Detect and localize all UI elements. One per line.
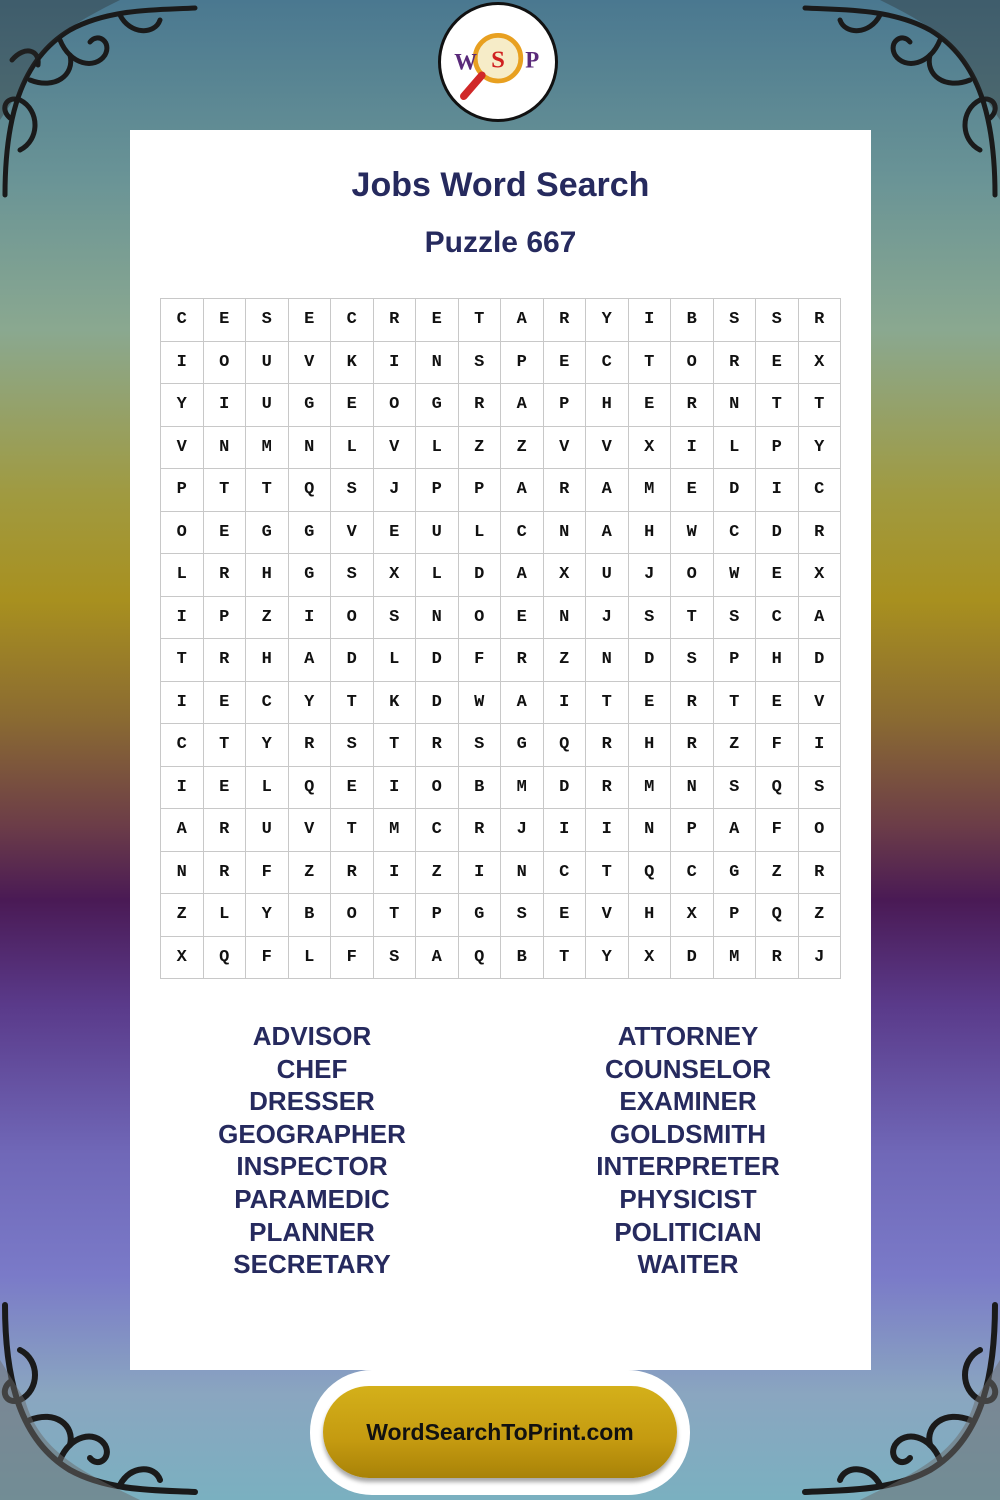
- grid-cell[interactable]: X: [161, 937, 204, 980]
- grid-cell[interactable]: P: [671, 809, 714, 852]
- grid-cell[interactable]: E: [501, 597, 544, 640]
- grid-cell[interactable]: I: [204, 384, 247, 427]
- grid-cell[interactable]: D: [714, 469, 757, 512]
- grid-cell[interactable]: F: [756, 809, 799, 852]
- word-list-item: ATTORNEY: [617, 1021, 759, 1051]
- grid-cell[interactable]: D: [459, 554, 502, 597]
- grid-cell[interactable]: I: [161, 342, 204, 385]
- grid-cell[interactable]: Q: [204, 937, 247, 980]
- grid-cell[interactable]: C: [756, 597, 799, 640]
- grid-cell[interactable]: R: [756, 937, 799, 980]
- grid-cell[interactable]: A: [714, 809, 757, 852]
- grid-cell[interactable]: O: [204, 342, 247, 385]
- grid-cell[interactable]: C: [544, 852, 587, 895]
- grid-cell[interactable]: I: [161, 597, 204, 640]
- grid-cell[interactable]: P: [204, 597, 247, 640]
- grid-cell[interactable]: T: [246, 469, 289, 512]
- grid-cell[interactable]: T: [374, 894, 417, 937]
- grid-cell[interactable]: L: [459, 512, 502, 555]
- grid-cell[interactable]: A: [501, 682, 544, 725]
- grid-cell[interactable]: L: [416, 427, 459, 470]
- grid-cell[interactable]: S: [331, 469, 374, 512]
- grid-cell[interactable]: Q: [629, 852, 672, 895]
- grid-cell[interactable]: R: [799, 299, 842, 342]
- grid-cell[interactable]: X: [629, 427, 672, 470]
- grid-cell[interactable]: C: [501, 512, 544, 555]
- word-list-item: COUNSELOR: [604, 1053, 772, 1084]
- word-list-item: SECRETARY: [233, 1249, 391, 1280]
- grid-cell[interactable]: R: [544, 299, 587, 342]
- grid-cell[interactable]: R: [671, 682, 714, 725]
- grid-cell[interactable]: T: [161, 639, 204, 682]
- grid-cell[interactable]: T: [544, 937, 587, 980]
- grid-cell[interactable]: Y: [289, 682, 332, 725]
- grid-cell[interactable]: A: [501, 384, 544, 427]
- puzzle-sheet: [130, 130, 871, 1370]
- grid-cell[interactable]: D: [756, 512, 799, 555]
- grid-cell[interactable]: B: [671, 299, 714, 342]
- grid-cell[interactable]: Q: [756, 894, 799, 937]
- grid-cell[interactable]: M: [246, 427, 289, 470]
- grid-cell[interactable]: Z: [714, 724, 757, 767]
- grid-cell[interactable]: L: [246, 767, 289, 810]
- grid-cell[interactable]: Q: [289, 767, 332, 810]
- grid-cell[interactable]: R: [204, 639, 247, 682]
- grid-cell[interactable]: R: [459, 384, 502, 427]
- word-list-item: EXAMINER: [619, 1086, 757, 1117]
- grid-cell[interactable]: T: [586, 682, 629, 725]
- grid-cell[interactable]: N: [629, 809, 672, 852]
- grid-cell[interactable]: K: [374, 682, 417, 725]
- grid-cell[interactable]: S: [629, 597, 672, 640]
- grid-cell[interactable]: X: [629, 937, 672, 980]
- grid-cell[interactable]: C: [671, 852, 714, 895]
- grid-cell[interactable]: T: [586, 852, 629, 895]
- grid-cell[interactable]: O: [416, 767, 459, 810]
- grid-cell[interactable]: S: [714, 597, 757, 640]
- grid-cell[interactable]: A: [501, 469, 544, 512]
- grid-cell[interactable]: E: [756, 342, 799, 385]
- grid-cell[interactable]: C: [586, 342, 629, 385]
- grid-cell[interactable]: V: [544, 427, 587, 470]
- grid-cell[interactable]: R: [416, 724, 459, 767]
- word-list-item: DRESSER: [249, 1086, 375, 1117]
- grid-cell[interactable]: T: [799, 384, 842, 427]
- grid-cell[interactable]: O: [374, 384, 417, 427]
- grid-cell[interactable]: G: [459, 894, 502, 937]
- grid-cell[interactable]: P: [459, 469, 502, 512]
- grid-cell[interactable]: B: [289, 894, 332, 937]
- grid-cell[interactable]: J: [374, 469, 417, 512]
- grid-cell[interactable]: I: [289, 597, 332, 640]
- grid-cell[interactable]: C: [331, 299, 374, 342]
- puzzle-number: Puzzle 667: [424, 226, 577, 259]
- grid-cell[interactable]: P: [161, 469, 204, 512]
- word-list-item: INSPECTOR: [236, 1151, 388, 1182]
- grid-cell[interactable]: I: [161, 682, 204, 725]
- grid-cell[interactable]: R: [501, 639, 544, 682]
- grid-cell[interactable]: N: [161, 852, 204, 895]
- word-list-item: POLITICIAN: [614, 1216, 762, 1247]
- grid-cell[interactable]: E: [629, 682, 672, 725]
- grid-cell[interactable]: R: [586, 767, 629, 810]
- word-list-item: INTERPRETER: [596, 1151, 780, 1182]
- grid-cell[interactable]: M: [714, 937, 757, 980]
- grid-cell[interactable]: V: [331, 512, 374, 555]
- grid-cell[interactable]: T: [331, 809, 374, 852]
- grid-cell[interactable]: R: [799, 512, 842, 555]
- grid-cell[interactable]: A: [586, 469, 629, 512]
- grid-cell[interactable]: I: [544, 809, 587, 852]
- grid-cell[interactable]: D: [331, 639, 374, 682]
- grid-cell[interactable]: R: [586, 724, 629, 767]
- grid-cell[interactable]: R: [799, 852, 842, 895]
- grid-cell[interactable]: R: [544, 469, 587, 512]
- grid-cell[interactable]: I: [586, 809, 629, 852]
- word-list-item: PARAMEDIC: [234, 1183, 390, 1214]
- grid-cell[interactable]: J: [799, 937, 842, 980]
- grid-cell[interactable]: N: [714, 384, 757, 427]
- grid-cell[interactable]: L: [416, 554, 459, 597]
- grid-cell[interactable]: I: [544, 682, 587, 725]
- grid-cell[interactable]: N: [586, 639, 629, 682]
- grid-cell[interactable]: B: [501, 937, 544, 980]
- word-list-item: WAITER: [637, 1249, 739, 1280]
- grid-cell[interactable]: E: [204, 512, 247, 555]
- grid-cell[interactable]: N: [544, 597, 587, 640]
- grid-cell[interactable]: G: [289, 384, 332, 427]
- grid-cell[interactable]: T: [459, 299, 502, 342]
- grid-cell[interactable]: S: [459, 724, 502, 767]
- grid-cell[interactable]: J: [501, 809, 544, 852]
- grid-cell[interactable]: B: [459, 767, 502, 810]
- grid-cell[interactable]: A: [501, 554, 544, 597]
- grid-cell[interactable]: Z: [246, 597, 289, 640]
- grid-cell[interactable]: Z: [799, 894, 842, 937]
- grid-cell[interactable]: N: [416, 597, 459, 640]
- grid-cell[interactable]: V: [289, 809, 332, 852]
- grid-cell[interactable]: S: [714, 299, 757, 342]
- grid-cell[interactable]: X: [671, 894, 714, 937]
- grid-cell[interactable]: G: [501, 724, 544, 767]
- grid-cell[interactable]: P: [416, 894, 459, 937]
- grid-cell[interactable]: R: [671, 724, 714, 767]
- grid-cell[interactable]: C: [714, 512, 757, 555]
- grid-cell[interactable]: D: [629, 639, 672, 682]
- grid-cell[interactable]: M: [374, 809, 417, 852]
- grid-cell[interactable]: Y: [161, 384, 204, 427]
- grid-cell[interactable]: L: [714, 427, 757, 470]
- grid-cell[interactable]: V: [161, 427, 204, 470]
- grid-cell[interactable]: O: [331, 597, 374, 640]
- grid-cell[interactable]: H: [629, 894, 672, 937]
- grid-cell[interactable]: D: [799, 639, 842, 682]
- grid-cell[interactable]: M: [501, 767, 544, 810]
- grid-cell[interactable]: V: [289, 342, 332, 385]
- grid-cell[interactable]: F: [756, 724, 799, 767]
- grid-cell[interactable]: E: [629, 384, 672, 427]
- grid-cell[interactable]: N: [671, 767, 714, 810]
- grid-cell[interactable]: H: [629, 512, 672, 555]
- grid-cell[interactable]: S: [374, 597, 417, 640]
- grid-cell[interactable]: A: [799, 597, 842, 640]
- grid-cell[interactable]: I: [799, 724, 842, 767]
- grid-cell[interactable]: W: [671, 512, 714, 555]
- grid-cell[interactable]: E: [756, 682, 799, 725]
- grid-cell[interactable]: I: [374, 767, 417, 810]
- grid-cell[interactable]: I: [374, 852, 417, 895]
- grid-cell[interactable]: N: [544, 512, 587, 555]
- grid-cell[interactable]: W: [459, 682, 502, 725]
- grid-cell[interactable]: U: [416, 512, 459, 555]
- word-list-left: [182, 1020, 442, 1281]
- grid-cell[interactable]: G: [246, 512, 289, 555]
- grid-cell[interactable]: V: [374, 427, 417, 470]
- grid-cell[interactable]: I: [374, 342, 417, 385]
- grid-cell[interactable]: Y: [586, 299, 629, 342]
- grid-cell[interactable]: E: [544, 342, 587, 385]
- word-list-item: PLANNER: [249, 1216, 375, 1247]
- grid-cell[interactable]: H: [586, 384, 629, 427]
- grid-cell[interactable]: I: [629, 299, 672, 342]
- grid-cell[interactable]: R: [289, 724, 332, 767]
- grid-cell[interactable]: Q: [289, 469, 332, 512]
- puzzle-title: Jobs Word Search: [351, 166, 650, 204]
- word-list-item: PHYSICIST: [619, 1183, 757, 1214]
- grid-cell[interactable]: L: [374, 639, 417, 682]
- grid-cell[interactable]: Z: [161, 894, 204, 937]
- grid-cell[interactable]: C: [799, 469, 842, 512]
- grid-cell[interactable]: C: [246, 682, 289, 725]
- grid-cell[interactable]: R: [374, 299, 417, 342]
- grid-cell[interactable]: X: [799, 554, 842, 597]
- word-list-item: CHEF: [276, 1053, 348, 1084]
- grid-cell[interactable]: J: [586, 597, 629, 640]
- grid-cell[interactable]: R: [459, 809, 502, 852]
- word-list-right: [558, 1020, 818, 1281]
- letter-grid: [160, 298, 841, 979]
- grid-cell[interactable]: Q: [544, 724, 587, 767]
- grid-cell[interactable]: T: [714, 682, 757, 725]
- grid-cell[interactable]: P: [416, 469, 459, 512]
- site-link-text[interactable]: WordSearchToPrint.com: [366, 1418, 634, 1445]
- grid-cell[interactable]: E: [204, 299, 247, 342]
- grid-cell[interactable]: S: [459, 342, 502, 385]
- grid-cell[interactable]: P: [714, 639, 757, 682]
- grid-cell[interactable]: F: [459, 639, 502, 682]
- grid-cell[interactable]: H: [246, 554, 289, 597]
- grid-cell[interactable]: Y: [246, 724, 289, 767]
- grid-cell[interactable]: S: [799, 767, 842, 810]
- grid-cell[interactable]: Z: [501, 427, 544, 470]
- grid-cell[interactable]: L: [204, 894, 247, 937]
- grid-cell[interactable]: F: [246, 852, 289, 895]
- grid-cell[interactable]: T: [671, 597, 714, 640]
- grid-cell[interactable]: D: [544, 767, 587, 810]
- grid-cell[interactable]: S: [714, 767, 757, 810]
- word-list-item: GOLDSMITH: [610, 1118, 766, 1149]
- grid-cell[interactable]: K: [331, 342, 374, 385]
- grid-cell[interactable]: C: [416, 809, 459, 852]
- site-link-badge[interactable]: [323, 1386, 677, 1478]
- grid-cell[interactable]: A: [416, 937, 459, 980]
- grid-cell[interactable]: N: [416, 342, 459, 385]
- grid-cell[interactable]: S: [246, 299, 289, 342]
- grid-cell[interactable]: F: [246, 937, 289, 980]
- grid-cell[interactable]: O: [799, 809, 842, 852]
- grid-cell[interactable]: T: [331, 682, 374, 725]
- grid-cell[interactable]: P: [714, 894, 757, 937]
- grid-cell[interactable]: E: [204, 682, 247, 725]
- grid-cell[interactable]: E: [204, 767, 247, 810]
- grid-cell[interactable]: C: [161, 724, 204, 767]
- grid-cell[interactable]: I: [756, 469, 799, 512]
- grid-cell[interactable]: P: [544, 384, 587, 427]
- grid-cell[interactable]: U: [586, 554, 629, 597]
- grid-cell[interactable]: A: [586, 512, 629, 555]
- grid-cell[interactable]: O: [459, 597, 502, 640]
- grid-cell[interactable]: R: [714, 342, 757, 385]
- grid-cell[interactable]: G: [289, 554, 332, 597]
- grid-cell[interactable]: R: [204, 852, 247, 895]
- grid-cell[interactable]: E: [416, 299, 459, 342]
- grid-cell[interactable]: X: [799, 342, 842, 385]
- grid-cell[interactable]: T: [374, 724, 417, 767]
- logo-letter-s: S: [491, 46, 505, 74]
- grid-cell[interactable]: R: [204, 554, 247, 597]
- grid-cell[interactable]: D: [671, 937, 714, 980]
- grid-cell[interactable]: O: [671, 342, 714, 385]
- grid-cell[interactable]: N: [204, 427, 247, 470]
- grid-cell[interactable]: I: [671, 427, 714, 470]
- grid-cell[interactable]: T: [629, 342, 672, 385]
- grid-cell[interactable]: Q: [459, 937, 502, 980]
- grid-cell[interactable]: D: [416, 682, 459, 725]
- grid-cell[interactable]: I: [459, 852, 502, 895]
- grid-cell[interactable]: E: [289, 299, 332, 342]
- grid-cell[interactable]: P: [756, 427, 799, 470]
- grid-cell[interactable]: O: [331, 894, 374, 937]
- grid-cell[interactable]: D: [416, 639, 459, 682]
- grid-cell[interactable]: F: [331, 937, 374, 980]
- grid-cell[interactable]: M: [629, 469, 672, 512]
- grid-cell[interactable]: S: [501, 894, 544, 937]
- grid-cell[interactable]: A: [501, 299, 544, 342]
- grid-cell[interactable]: Z: [459, 427, 502, 470]
- word-list-item: GEOGRAPHER: [218, 1118, 406, 1149]
- grid-cell[interactable]: S: [671, 639, 714, 682]
- grid-cell[interactable]: P: [501, 342, 544, 385]
- grid-cell[interactable]: Q: [756, 767, 799, 810]
- grid-cell[interactable]: Z: [289, 852, 332, 895]
- grid-cell[interactable]: O: [161, 512, 204, 555]
- grid-cell[interactable]: H: [756, 639, 799, 682]
- grid-cell[interactable]: A: [289, 639, 332, 682]
- grid-cell[interactable]: V: [586, 427, 629, 470]
- grid-cell[interactable]: O: [671, 554, 714, 597]
- grid-cell[interactable]: I: [161, 767, 204, 810]
- grid-cell[interactable]: Y: [586, 937, 629, 980]
- grid-cell[interactable]: E: [544, 894, 587, 937]
- grid-cell[interactable]: C: [161, 299, 204, 342]
- grid-cell[interactable]: U: [246, 342, 289, 385]
- grid-cell[interactable]: X: [544, 554, 587, 597]
- grid-cell[interactable]: E: [374, 512, 417, 555]
- grid-cell[interactable]: G: [289, 512, 332, 555]
- grid-cell[interactable]: U: [246, 384, 289, 427]
- grid-cell[interactable]: E: [331, 384, 374, 427]
- grid-cell[interactable]: V: [586, 894, 629, 937]
- grid-cell[interactable]: Y: [246, 894, 289, 937]
- word-list-item: ADVISOR: [252, 1021, 372, 1051]
- grid-cell[interactable]: S: [331, 554, 374, 597]
- grid-cell[interactable]: S: [756, 299, 799, 342]
- grid-cell[interactable]: V: [799, 682, 842, 725]
- grid-cell[interactable]: U: [246, 809, 289, 852]
- wsp-logo[interactable]: [438, 2, 558, 122]
- grid-cell[interactable]: Z: [544, 639, 587, 682]
- grid-cell[interactable]: J: [629, 554, 672, 597]
- grid-cell[interactable]: R: [671, 384, 714, 427]
- logo-letter-p: P: [525, 47, 540, 73]
- grid-cell[interactable]: T: [204, 469, 247, 512]
- grid-cell[interactable]: T: [756, 384, 799, 427]
- grid-cell[interactable]: N: [501, 852, 544, 895]
- grid-cell[interactable]: E: [331, 767, 374, 810]
- grid-cell[interactable]: H: [629, 724, 672, 767]
- logo-letter-w: W: [454, 49, 478, 75]
- grid-cell[interactable]: Z: [756, 852, 799, 895]
- grid-cell[interactable]: E: [671, 469, 714, 512]
- grid-cell[interactable]: G: [714, 852, 757, 895]
- grid-cell[interactable]: R: [204, 809, 247, 852]
- grid-cell[interactable]: S: [331, 724, 374, 767]
- grid-cell[interactable]: W: [714, 554, 757, 597]
- grid-cell[interactable]: L: [331, 427, 374, 470]
- grid-cell[interactable]: S: [374, 937, 417, 980]
- grid-cell[interactable]: Z: [416, 852, 459, 895]
- grid-cell[interactable]: X: [374, 554, 417, 597]
- grid-cell[interactable]: L: [289, 937, 332, 980]
- grid-cell[interactable]: T: [204, 724, 247, 767]
- grid-cell[interactable]: H: [246, 639, 289, 682]
- grid-cell[interactable]: G: [416, 384, 459, 427]
- grid-cell[interactable]: Y: [799, 427, 842, 470]
- grid-cell[interactable]: A: [161, 809, 204, 852]
- grid-cell[interactable]: N: [289, 427, 332, 470]
- grid-cell[interactable]: L: [161, 554, 204, 597]
- grid-cell[interactable]: E: [756, 554, 799, 597]
- grid-cell[interactable]: R: [331, 852, 374, 895]
- grid-cell[interactable]: M: [629, 767, 672, 810]
